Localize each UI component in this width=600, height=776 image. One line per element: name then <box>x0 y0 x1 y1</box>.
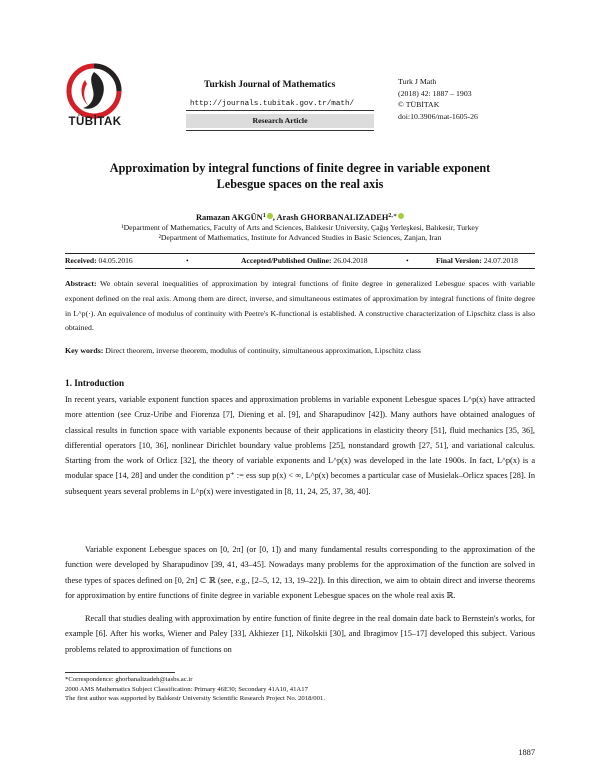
keywords-label: Key words: <box>65 346 104 355</box>
accepted-label: Accepted/Published Online: <box>241 256 332 265</box>
body-paragraph: Recall that studies dealing with approximation by entire function of finite degree in the real domain date back to Bernstein's works, for example [6]. After his works, Wiener and Paley [33], Akhiezer [1], Nikolskii [30], and Ibragimov [15–17] developed this subject. Various problems related to approximation of functions on <box>65 614 535 654</box>
abstract-label: Abstract: <box>65 279 97 288</box>
header-rule <box>186 110 374 111</box>
journal-name: Turkish Journal of Mathematics <box>204 80 336 90</box>
affiliation: ¹Department of Mathematics, Faculty of Arts and Sciences, Balıkesir University, Çağış Yerleşkesi, Balıkesir, Turkey <box>121 223 479 232</box>
accepted-date: 26.04.2018 <box>333 256 368 265</box>
dates-rule <box>65 253 535 254</box>
paper-title <box>40 161 560 192</box>
header-rule <box>186 130 374 131</box>
abstract-text: We obtain several inequalities of approximation by integral functions of finite degree in generalized Lebesgue spaces with variable exponent defined on the real axis. Among them are direct, inverse, and simultaneous estimates of approximation by integral functions of finite degree in L^p(·). An equivalence of modulus of continuity with Peetre's K-functional is established. A constructive characterization of Lipschitz class is also obtained. <box>65 279 536 333</box>
received-date: 04.05.2016 <box>98 256 133 265</box>
title-line: Lebesgue spaces on the real axis <box>216 176 384 191</box>
journal-meta <box>398 76 478 122</box>
abstract <box>65 277 535 336</box>
article-type-badge: Research Article <box>186 114 374 128</box>
author-name: Arash GHORBANALIZADEH <box>276 213 389 222</box>
keywords <box>65 344 535 359</box>
final-label: Final Version: <box>436 256 482 265</box>
affiliation: ²Department of Mathematics, Institute for Advanced Studies in Basic Sciences, Zanjan, Iran <box>158 233 442 242</box>
footnote-correspondence: *Correspondence: ghorbanalizadeh@iasbs.ac.ir <box>65 676 193 683</box>
body-paragraph: In recent years, variable exponent function spaces and approximation problems in variable exponent Lebesgue spaces L^p(x) have attracted more attention (see Cruz-Uribe and Fiorenza [7], Diening et al. [9], and Sharapudinov [42]). Many authors have obtained analogues of classical results in function space with variable exponents because of their applications in elasticity theory [51], fluid mechanics [35, 36], differential operators [10, 36], nonlinear Dirichlet boundary value problems [25], nonstandard growth [27, 51], and variational calculus. Starting from the work of Orlicz [32], the theory of variable exponents and L^p(x) was developed in the late 1900s. In fact, L^p(x) is a modular space [14, 28] and under the condition p⁺ := ess sup p(x) < ∞, L^p(x) becomes a particular case of Musielak–Orlicz spaces [28]. In subsequent years several problems in L^p(x) were investigated in [8, 11, 24, 25, 37, 38, 40]. <box>65 395 535 496</box>
section-heading: 1. Introduction <box>65 378 125 388</box>
journal-url[interactable]: http://journals.tubitak.gov.tr/math/ <box>190 100 355 108</box>
meta-doi[interactable]: doi:10.3906/mat-1605-26 <box>398 111 478 121</box>
author-separator: , <box>272 213 277 222</box>
footnote-rule <box>65 672 175 673</box>
keywords-text: Direct theorem, inverse theorem, modulus of continuity, simultaneous approximation, Lipschitz class <box>105 346 421 355</box>
orcid-icon[interactable] <box>398 213 404 219</box>
date-bullet: • <box>186 256 189 265</box>
body-paragraph: Variable exponent Lebesgue spaces on [0, 2π] (or [0, 1]) and many fundamental results corresponding to the approximation of the function were developed by Sharapudinov [39, 41, 43–45]. Nowadays many problems for the approximation of the function are solved in these types of spaces defined on [0, 2π] ⊂ ℝ (see, e.g., [2–5, 12, 13, 19–22]). In this direction, we aim to obtain direct and inverse theorems for approximation by entire functions of finite degree in variable exponent Lebesgue spaces on the whole real axis ℝ. <box>65 545 535 600</box>
final-date: 24.07.2018 <box>483 256 518 265</box>
date-bullet: • <box>406 256 409 265</box>
page-number: 1887 <box>518 748 535 757</box>
author-list <box>40 212 560 222</box>
title-line: Approximation by integral functions of finite degree in variable exponent <box>109 161 491 175</box>
author-name: Ramazan AKGÜN <box>195 213 263 222</box>
footnotes <box>65 675 535 704</box>
meta-journal-abbrev: Turk J Math <box>398 77 437 86</box>
footnote-funding: The first author was supported by Balıkesir University Scientific Research Project No. 2018/001. <box>65 695 326 703</box>
footnote-classification: 2000 AMS Mathematics Subject Classification: Primary 46E30; Secondary 41A10, 41A17 <box>65 685 308 693</box>
received-label: Received: <box>65 256 97 265</box>
meta-volume-pages: (2018) 42: 1887 – 1903 <box>398 88 472 98</box>
logo-wordmark: TÜBİTAK <box>68 116 122 128</box>
author-affiliation-mark: 1 <box>262 213 266 219</box>
author-affiliation-mark: 2,∗ <box>388 213 398 219</box>
dates-row <box>65 256 535 267</box>
meta-copyright: © TÜBİTAK <box>398 100 440 110</box>
tubitak-logo <box>65 62 123 120</box>
dates-rule <box>65 268 535 269</box>
